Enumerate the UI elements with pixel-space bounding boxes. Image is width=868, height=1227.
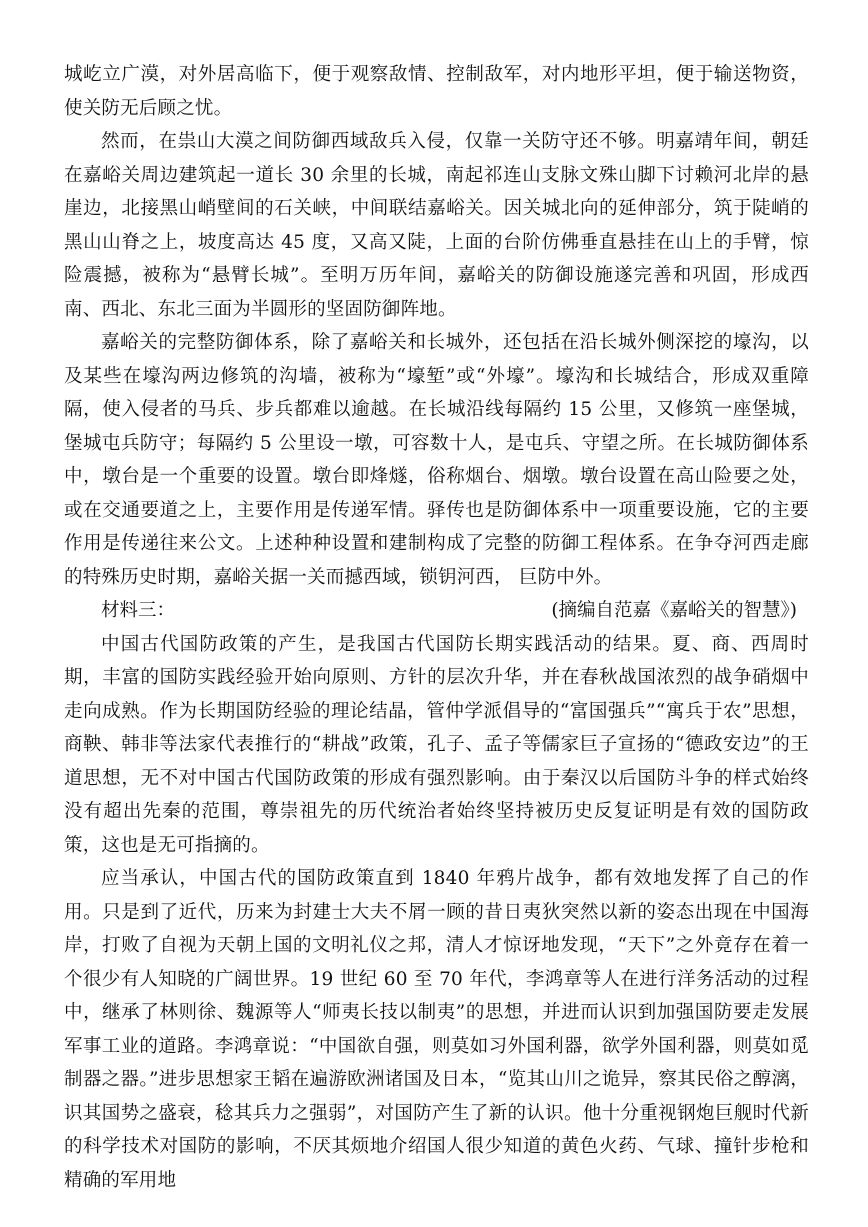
- paragraph-3: 嘉峪关的完整防御体系，除了嘉峪关和长城外，还包括在沿长城外侧深挖的壕沟，以及某些在壕沟两边修筑的沟墙，被称为“壕堑”或“外壕”。壕沟和长城结合，形成双重障隔，使入侵者的马兵、步兵都难以逾越。在长城沿线每隔约 15 公里，又修筑一座堡城，堡城屯兵防守；每隔约 5 公里设一墩，可容数十人，是屯兵、守望之所。在长城防御体系中，墩台是一个重要的设置。墩台即烽燧，俗称烟台、烟墩。墩台设置在高山险要之处，或在交通要道之上，主要作用是传递军情。驿传也是防御体系中一项重要设施，它的主要作用是传递往来公文。上述种种设置和建制构成了完整的防御工程体系。在争夺河西走廊的特殊历史时期，嘉峪关据一关而撼西域，锁钥河西， 巨防中外。: [64, 332, 809, 588]
- material-heading: [64, 594, 809, 628]
- paragraph-1: 城屹立广漠，对外居高临下，便于观察敌情、控制敌军，对内地形平坦，便于输送物资，使关防无后顾之忧。: [64, 64, 809, 119]
- material-source: (摘编自范嘉《嘉峪关的智慧》): [551, 600, 797, 621]
- paragraph-4: 中国古代国防政策的产生，是我国古代国防长期实践活动的结果。夏、商、西周时期，丰富的国防实践经验开始向原则、方针的层次升华，并在春秋战国浓烈的战争硝烟中走向成熟。作为长期国防经验的理论结晶，管仲学派倡导的“富国强兵”“寓兵于农”思想，商鞅、韩非等法家代表推行的“耕战”政策，孔子、孟子等儒家巨子宣扬的“德政安边”的王道思想，无不对中国古代国防政策的形成有强烈影响。由于秦汉以后国防斗争的样式始终没有超出先秦的范围，尊崇祖先的历代统治者始终坚持被历史反复证明是有效的国防政策，这也是无可指摘的。: [64, 633, 809, 856]
- document-page: [64, 58, 809, 1197]
- material-label: 材料三：: [101, 600, 176, 621]
- paragraph-2: 然而，在祟山大漠之间防御西域敌兵入侵，仅靠一关防守还不够。明嘉靖年间，朝廷在嘉峪关周边建筑起一道长 30 余里的长城，南起祁连山支脉文殊山脚下讨赖河北岸的悬崖边，北接黑山峭壁间的石关峡，中间联结嘉峪关。因关城北向的延伸部分，筑于陡峭的黑山山脊之上，坡度高达 45 度，又高又陡，上面的台阶仿佛垂直悬挂在山上的手臂，惊险震撼，被称为“悬臂长城”。至明万历年间，嘉峪关的防御设施遂完善和巩固，形成西南、西北、东北三面为半圆形的坚固防御阵地。: [64, 131, 809, 320]
- paragraph-5: 应当承认，中国古代的国防政策直到 1840 年鸦片战争，都有效地发挥了自己的作用。只是到了近代，历来为封建士大夫不屑一顾的昔日夷狄突然以新的姿态出现在中国海岸，打败了自视为天朝上国的文明礼仪之邦，清人才惊讶地发现，“天下”之外竟存在着一个很少有人知晓的广阔世界。19 世纪 60 至 70 年代，李鸿章等人在进行洋务活动的过程中，继承了林则徐、魏源等人“师夷长技以制夷”的思想，并进而认识到加强国防要走发展军事工业的道路。李鸿章说：“中国欲自强，则莫如习外国利器，欲学外国利器，则莫如觅制器之器。”进步思想家王韬在遍游欧洲诸国及日本，“览其山川之诡异，察其民俗之醇漓，识其国势之盛衰，稔其兵力之强弱”，对国防产生了新的认识。他十分重视钢炮巨舰时代新的科学技术对国防的影响，不厌其烦地介绍国人很少知道的黄色火药、气球、撞针步枪和精确的军用地: [64, 868, 809, 1191]
